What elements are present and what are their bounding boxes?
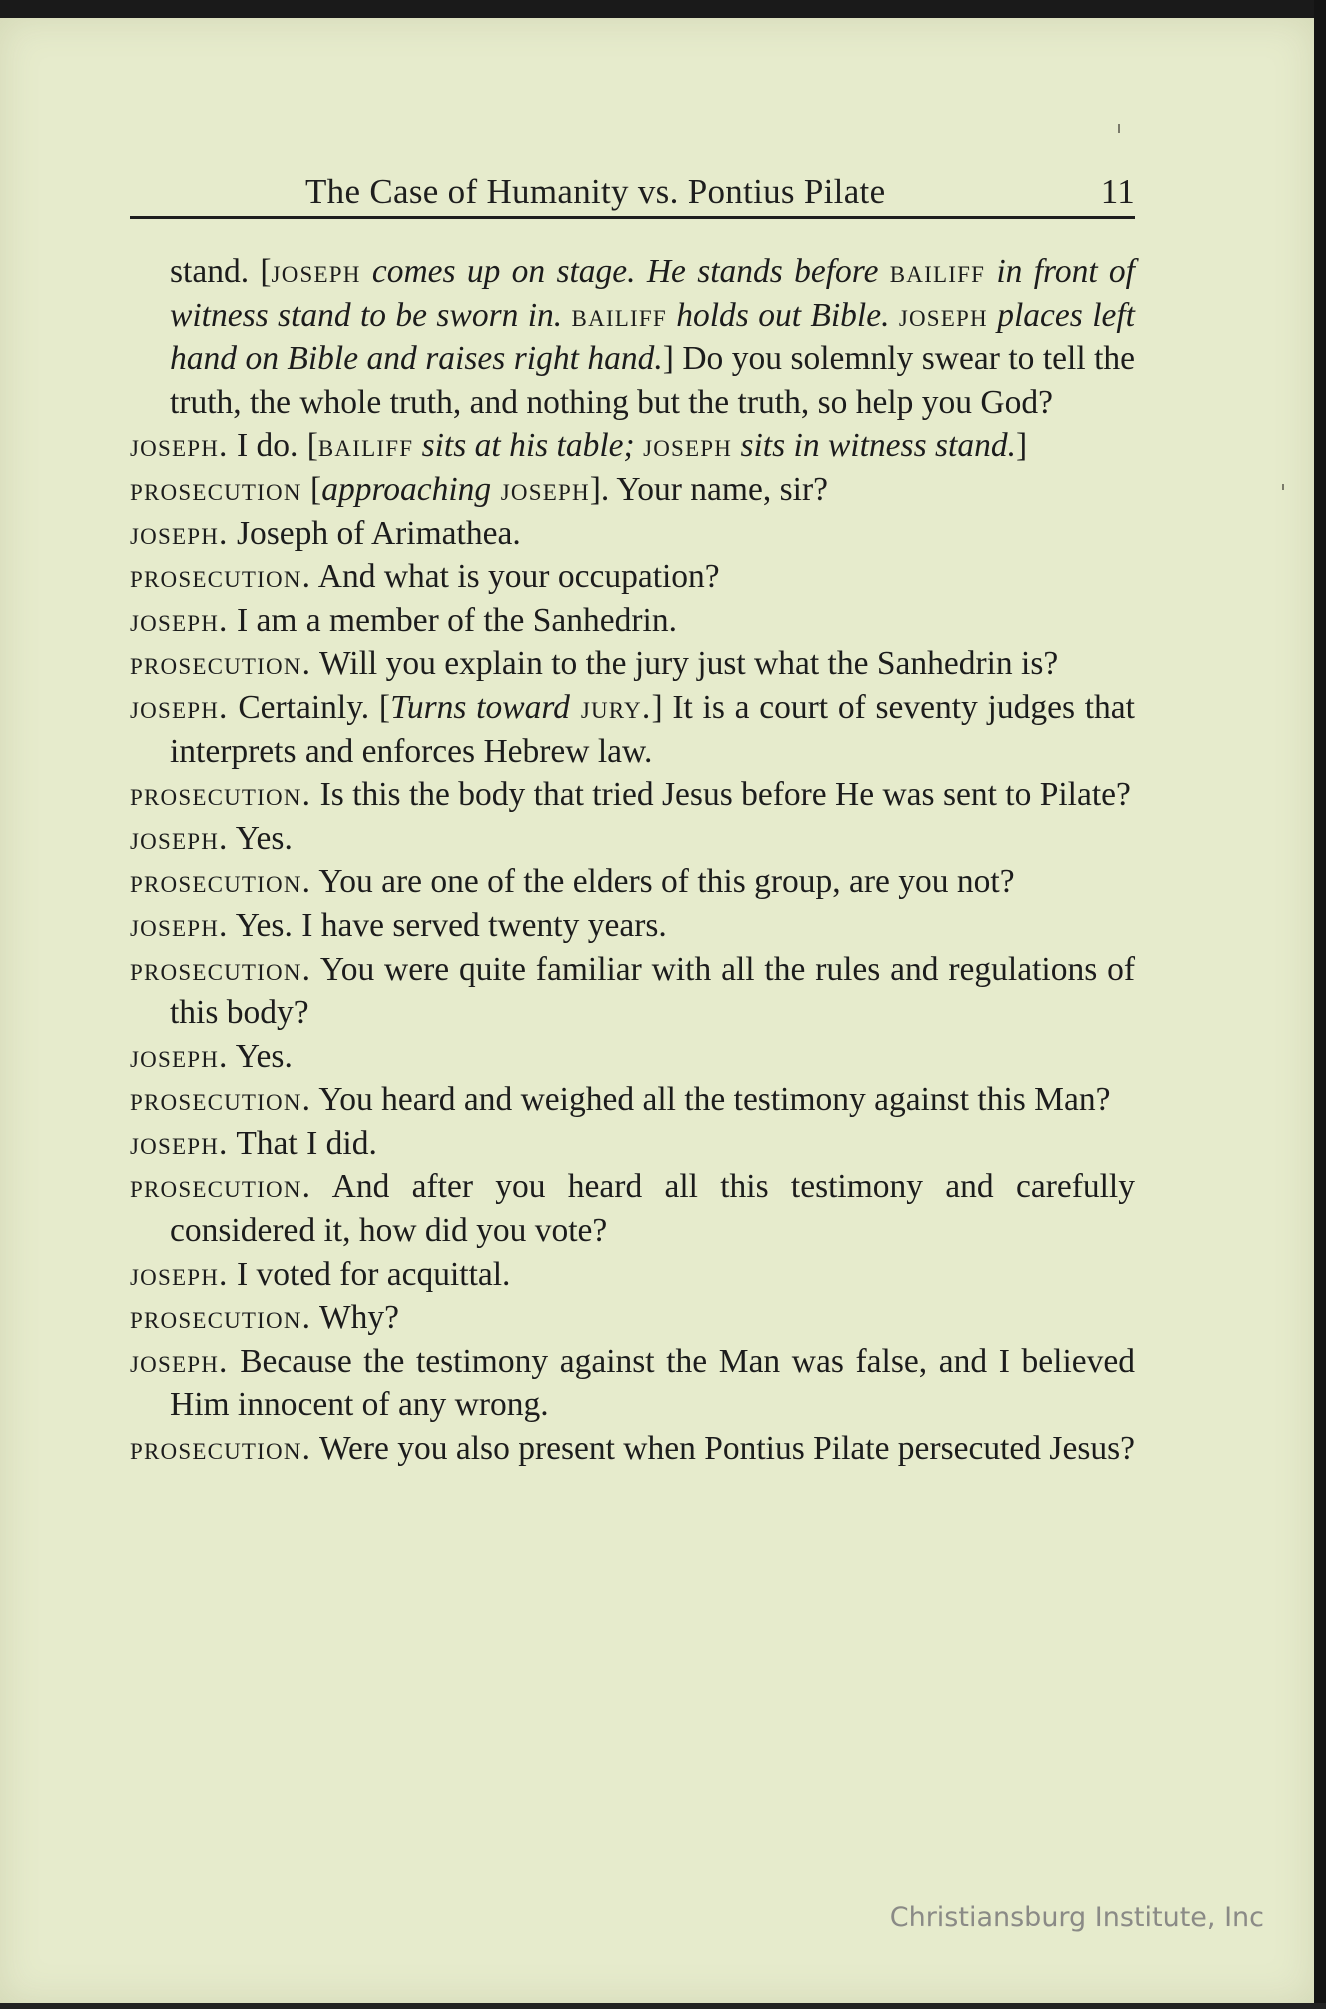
speaker-name: joseph. <box>130 1037 229 1075</box>
running-title: The Case of Humanity vs. Pontius Pilate <box>305 172 886 211</box>
stage-direction: holds out Bible. <box>666 296 899 334</box>
speaker-name: joseph. <box>130 427 229 465</box>
page-bottom-edge <box>0 2003 1326 2009</box>
dialogue-text: Yes. I have served twenty years. <box>228 906 667 944</box>
character-name: joseph <box>271 253 361 290</box>
dialogue-text: [ <box>301 470 322 508</box>
dialogue-line <box>130 1165 1135 1252</box>
dialogue-text: stand. [ <box>170 253 272 290</box>
page-number: 11 <box>1100 172 1135 211</box>
dialogue-text: Is this the body that tried Jesus before He was sent to Pilate? <box>311 776 1131 814</box>
dialogue-text: Why? <box>311 1299 400 1337</box>
opening-paragraph <box>130 250 1135 424</box>
dialogue-line <box>130 773 1135 817</box>
dialogue-text: That I did. <box>228 1124 377 1162</box>
header-rule <box>130 216 1135 219</box>
speaker-name: prosecution. <box>130 1081 312 1119</box>
speaker-name: joseph. <box>130 819 229 857</box>
paper-speck <box>1118 124 1120 133</box>
dialogue-line <box>130 642 1135 686</box>
dialogue-line <box>130 904 1135 948</box>
dialogue-text: ] It is a court of seventy judges that interprets and enforces Hebrew law. <box>170 688 1135 770</box>
dialogue-line <box>130 1078 1135 1122</box>
character-name: joseph <box>898 296 988 334</box>
dialogue-text: Will you explain to the jury just what the Sanhedrin is? <box>311 645 1059 683</box>
dialogue-text: I am a member of the Sanhedrin. <box>228 601 677 639</box>
character-name: bailiff <box>571 296 667 334</box>
dialogue-text: Yes. <box>228 819 293 857</box>
speaker-name: prosecution. <box>130 776 312 814</box>
dialogue-text: You are one of the elders of this group, are you not? <box>311 863 1015 901</box>
speaker-name: joseph. <box>130 601 229 639</box>
dialogue-line <box>130 424 1135 468</box>
dialogue-line <box>130 1296 1135 1340</box>
dialogue-line <box>130 599 1135 643</box>
speaker-name: joseph. <box>130 688 229 726</box>
stage-direction: Turns toward <box>390 688 570 726</box>
dialogue-line <box>130 1122 1135 1166</box>
speaker-name: joseph. <box>130 514 229 552</box>
dialogue-text: Yes. <box>228 1037 293 1075</box>
dialogue-text: I do. [ <box>228 427 318 465</box>
dialogue-line <box>130 817 1135 861</box>
speaker-name: prosecution. <box>130 1299 312 1337</box>
stage-direction: places left hand on Bible and raises right hand. <box>170 296 1135 378</box>
running-head <box>130 168 1135 218</box>
dialogue-text: ]. Your name, sir? <box>589 470 828 508</box>
character-name: joseph <box>643 427 733 465</box>
dialogue-line <box>130 948 1135 1035</box>
paper-speck <box>1282 484 1284 490</box>
stage-direction: comes up on stage. He stands before <box>360 253 890 290</box>
stage-direction: in front of witness stand to be sworn in. <box>170 253 1135 334</box>
dialogue-text: Joseph of Arimathea. <box>228 514 521 552</box>
page-edge-shadow <box>1314 0 1326 2009</box>
character-name: bailiff <box>889 253 986 290</box>
character-name: joseph <box>491 470 590 508</box>
watermark: Christiansburg Institute, Inc <box>889 1902 1264 1933</box>
stage-direction: sits at his table; <box>413 427 644 465</box>
script-text <box>130 250 1135 1471</box>
dialogue-text: I voted for acquittal. <box>228 1255 511 1293</box>
character-name: bailiff <box>317 427 414 465</box>
speaker-name: joseph. <box>130 906 229 944</box>
speaker-name: prosecution. <box>130 863 312 901</box>
stage-direction: sits in witness stand. <box>732 427 1016 465</box>
speaker-name: prosecution. <box>130 1430 312 1468</box>
dialogue-text: And what is your occupation? <box>311 558 720 596</box>
dialogue-line <box>130 555 1135 599</box>
dialogue-text: ] Do you solemnly swear to tell the truth, the whole truth, and nothing but the truth, so help you God? <box>170 340 1136 421</box>
speaker-name: prosecution. <box>130 645 312 683</box>
dialogue-line <box>130 1340 1135 1427</box>
character-name: jury. <box>569 688 652 726</box>
dialogue-text: Certainly. [ <box>228 688 391 726</box>
speaker-name: prosecution <box>130 470 302 508</box>
speaker-name: prosecution. <box>130 1168 312 1206</box>
dialogue-line <box>130 1427 1135 1471</box>
dialogue-line <box>130 468 1135 512</box>
dialogue-text: ] <box>1015 427 1028 465</box>
dialogue-line <box>130 860 1135 904</box>
dialogue-line <box>130 686 1135 773</box>
speaker-name: prosecution. <box>130 558 312 596</box>
dialogue-text: You were quite familiar with all the rules and regulations of this body? <box>170 950 1135 1032</box>
dialogue-text: Were you also present when Pontius Pilate persecuted Jesus? <box>311 1430 1136 1468</box>
stage-direction: approaching <box>321 470 492 508</box>
speaker-name: joseph. <box>130 1124 229 1162</box>
speaker-name: prosecution. <box>130 950 312 988</box>
speaker-name: joseph. <box>130 1342 229 1380</box>
speaker-name: joseph. <box>130 1255 229 1293</box>
dialogue-line <box>130 512 1135 556</box>
dialogue-line <box>130 1035 1135 1079</box>
dialogue-text: You heard and weighed all the testimony against this Man? <box>311 1081 1111 1119</box>
dialogue-line <box>130 1253 1135 1297</box>
dialogue-text: And after you heard all this testimony and carefully considered it, how did you vote? <box>170 1168 1135 1250</box>
dialogue-text: Because the testimony against the Man was false, and I believed Him innocent of any wrong. <box>170 1342 1135 1424</box>
